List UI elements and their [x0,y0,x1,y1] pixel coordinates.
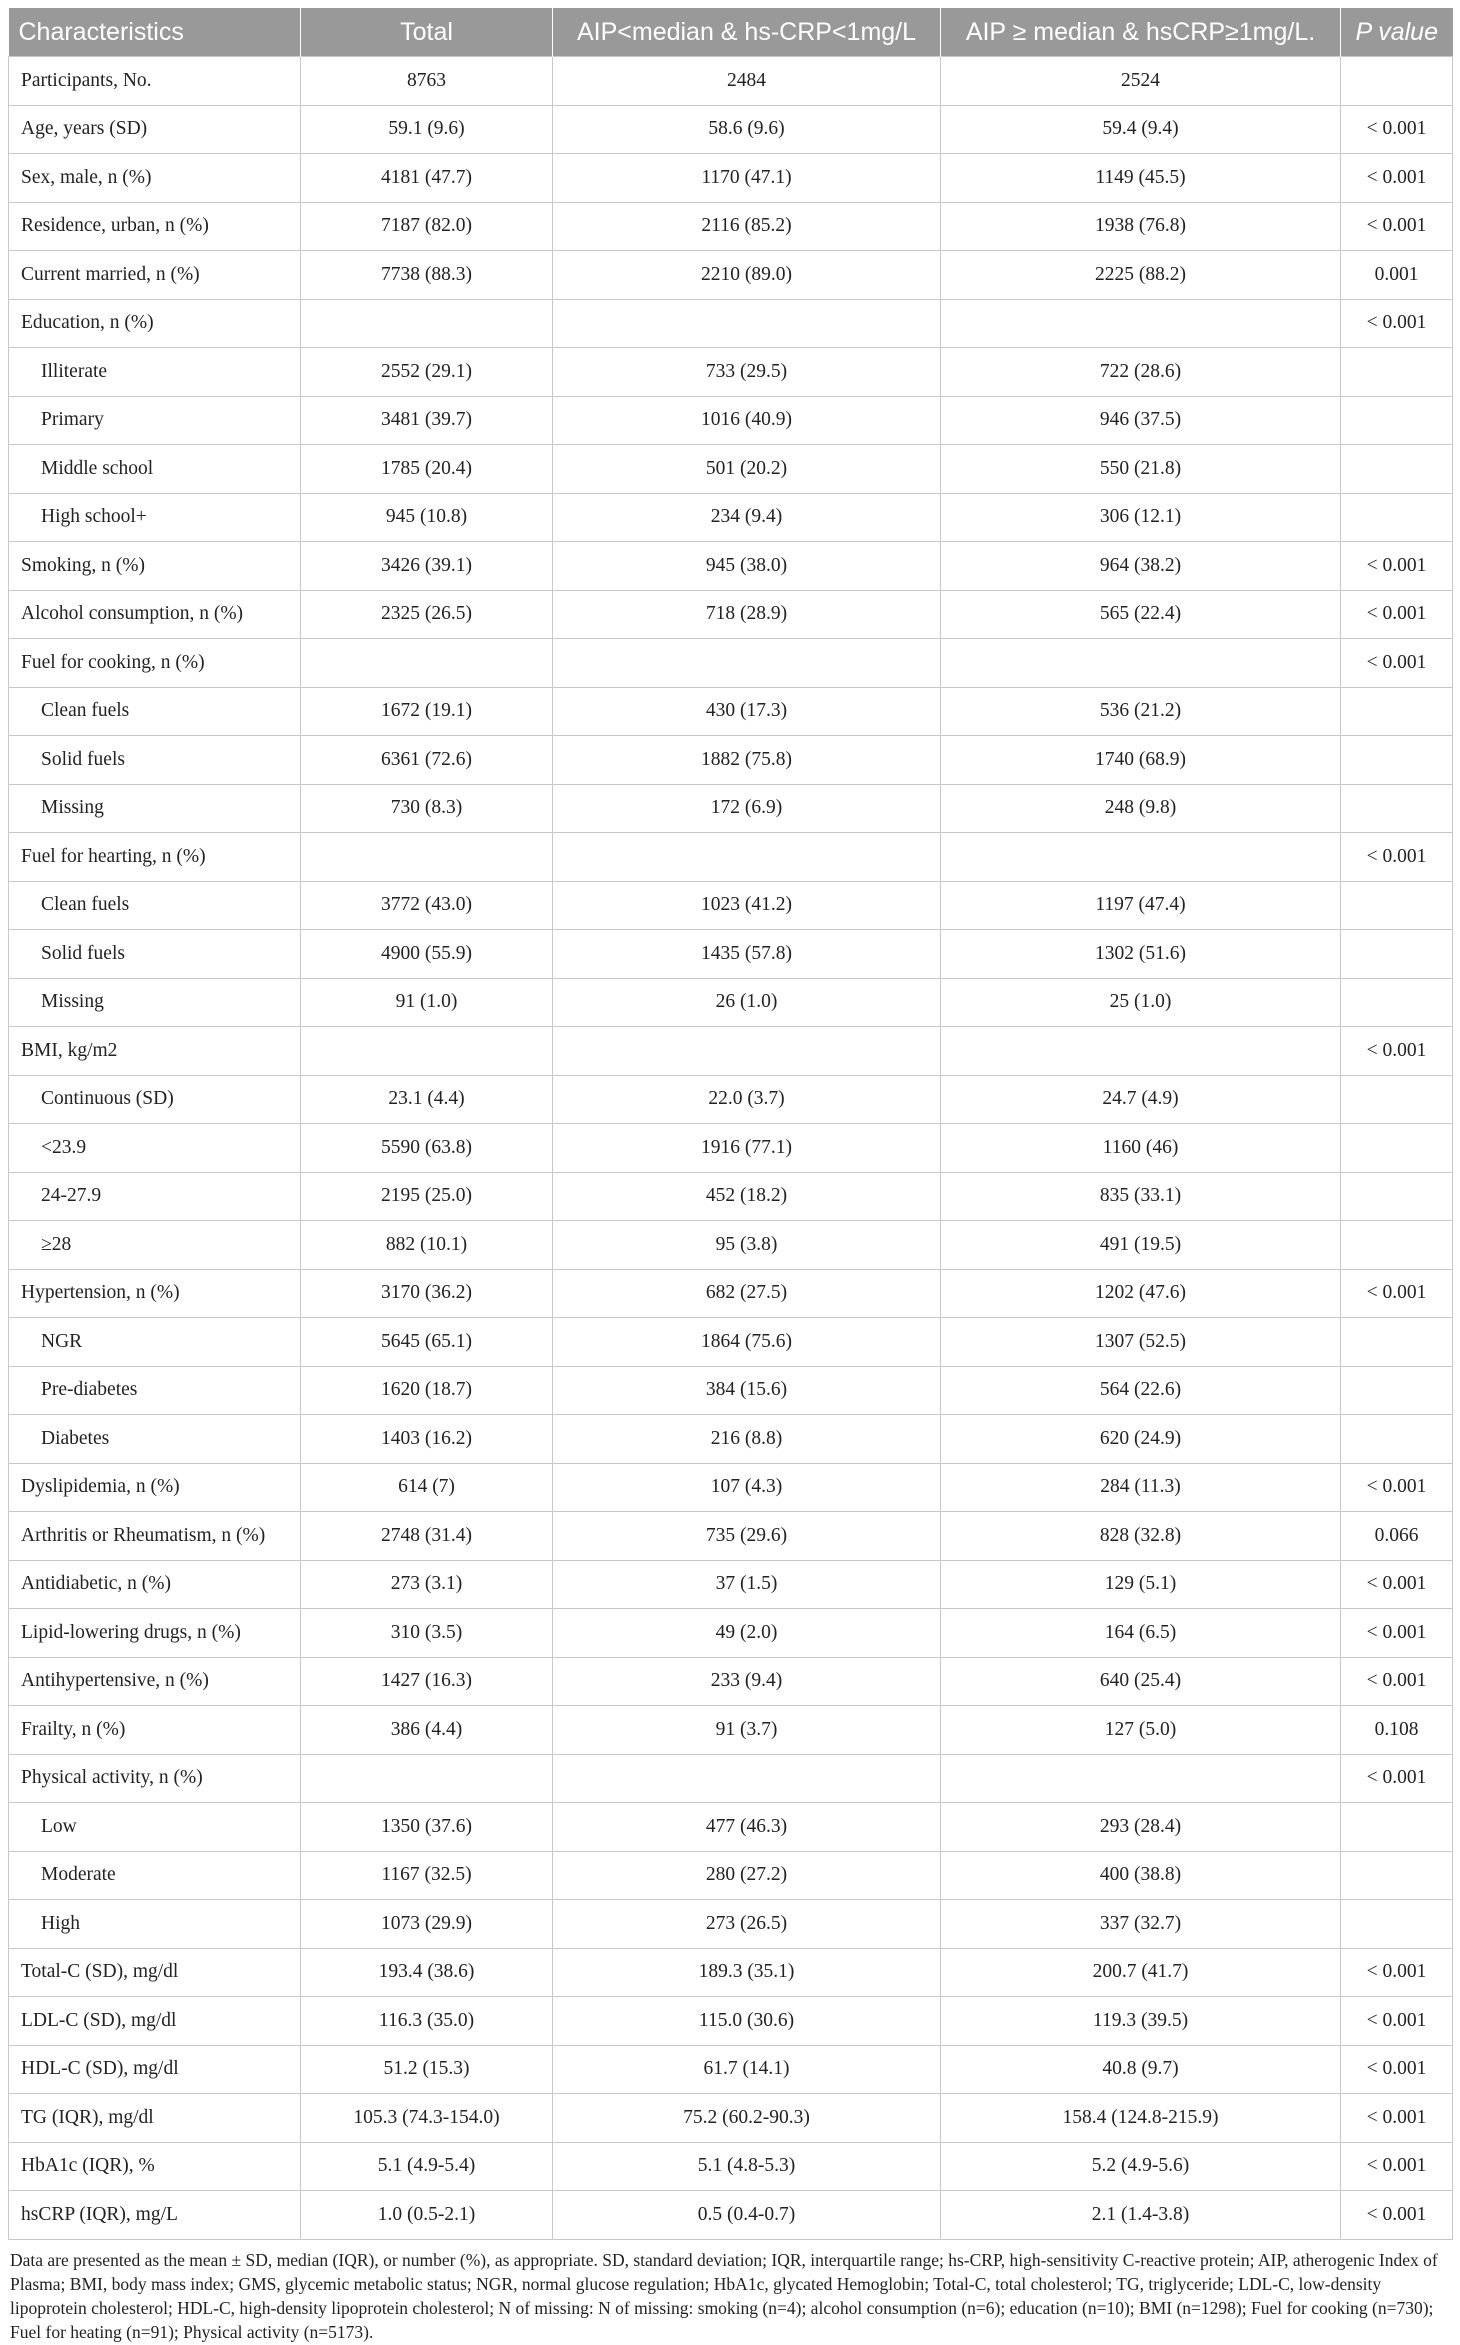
low-group-cell: 1016 (40.9) [553,396,941,445]
low-group-cell [553,299,941,348]
p-value-cell [1341,784,1453,833]
table-row [9,590,1453,639]
high-group-cell [941,833,1341,882]
row-label-cell: Moderate [9,1851,301,1900]
high-group-cell: 2.1 (1.4-3.8) [941,2191,1341,2240]
row-label-cell: Pre-diabetes [9,1366,301,1415]
low-group-cell: 0.5 (0.4-0.7) [553,2191,941,2240]
high-group-cell: 722 (28.6) [941,348,1341,397]
low-group-cell: 37 (1.5) [553,1560,941,1609]
table-row [9,1415,1453,1464]
high-group-cell: 1938 (76.8) [941,202,1341,251]
row-label-cell: Antihypertensive, n (%) [9,1657,301,1706]
p-value-cell [1341,348,1453,397]
table-row [9,2142,1453,2191]
row-label-cell: Arthritis or Rheumatism, n (%) [9,1512,301,1561]
table-row [9,105,1453,154]
row-label-cell: Fuel for cooking, n (%) [9,639,301,688]
low-group-cell: 172 (6.9) [553,784,941,833]
table-body [9,57,1453,2240]
low-group-cell: 1170 (47.1) [553,154,941,203]
table-row [9,687,1453,736]
row-label-cell: High [9,1900,301,1949]
total-cell: 3426 (39.1) [301,542,553,591]
low-group-cell: 75.2 (60.2-90.3) [553,2094,941,2143]
p-value-cell [1341,445,1453,494]
total-cell: 105.3 (74.3-154.0) [301,2094,553,2143]
low-group-cell [553,1754,941,1803]
header-p-value-text: P value [1355,17,1438,46]
low-group-cell: 945 (38.0) [553,542,941,591]
row-label-cell: Smoking, n (%) [9,542,301,591]
high-group-cell: 491 (19.5) [941,1221,1341,1270]
table-row [9,1075,1453,1124]
total-cell: 1620 (18.7) [301,1366,553,1415]
total-cell: 386 (4.4) [301,1706,553,1755]
header-characteristics: Characteristics [9,8,301,57]
p-value-cell: < 0.001 [1341,1657,1453,1706]
total-cell: 273 (3.1) [301,1560,553,1609]
high-group-cell: 1307 (52.5) [941,1318,1341,1367]
low-group-cell [553,833,941,882]
table-row [9,978,1453,1027]
high-group-cell: 1149 (45.5) [941,154,1341,203]
high-group-cell: 200.7 (41.7) [941,1948,1341,1997]
low-group-cell: 735 (29.6) [553,1512,941,1561]
table-row [9,251,1453,300]
header-total: Total [301,8,553,57]
p-value-cell: < 0.001 [1341,1754,1453,1803]
p-value-cell [1341,1366,1453,1415]
table-row [9,1463,1453,1512]
table-row [9,1124,1453,1173]
total-cell: 3170 (36.2) [301,1269,553,1318]
low-group-cell: 233 (9.4) [553,1657,941,1706]
low-group-cell: 5.1 (4.8-5.3) [553,2142,941,2191]
table-row [9,1948,1453,1997]
total-cell: 1.0 (0.5-2.1) [301,2191,553,2240]
table-row [9,493,1453,542]
high-group-cell: 24.7 (4.9) [941,1075,1341,1124]
total-cell: 5.1 (4.9-5.4) [301,2142,553,2191]
table-row [9,202,1453,251]
table-row [9,1609,1453,1658]
total-cell [301,1754,553,1803]
total-cell [301,833,553,882]
total-cell: 4181 (47.7) [301,154,553,203]
total-cell [301,299,553,348]
table-row [9,57,1453,106]
low-group-cell: 22.0 (3.7) [553,1075,941,1124]
table-row [9,1512,1453,1561]
total-cell: 7187 (82.0) [301,202,553,251]
row-label-cell: Current married, n (%) [9,251,301,300]
high-group-cell [941,1754,1341,1803]
high-group-cell: 40.8 (9.7) [941,2045,1341,2094]
high-group-cell [941,299,1341,348]
p-value-cell: 0.108 [1341,1706,1453,1755]
row-label-cell: HDL-C (SD), mg/dl [9,2045,301,2094]
table-row [9,1221,1453,1270]
total-cell: 8763 [301,57,553,106]
row-label-cell: Clean fuels [9,881,301,930]
low-group-cell: 115.0 (30.6) [553,1997,941,2046]
high-group-cell [941,639,1341,688]
p-value-cell: < 0.001 [1341,1027,1453,1076]
high-group-cell: 59.4 (9.4) [941,105,1341,154]
low-group-cell: 1864 (75.6) [553,1318,941,1367]
row-label-cell: Missing [9,978,301,1027]
high-group-cell: 640 (25.4) [941,1657,1341,1706]
low-group-cell [553,639,941,688]
p-value-cell [1341,1415,1453,1464]
p-value-cell: < 0.001 [1341,1609,1453,1658]
p-value-cell [1341,493,1453,542]
low-group-cell [553,1027,941,1076]
low-group-cell: 384 (15.6) [553,1366,941,1415]
p-value-cell: < 0.001 [1341,1948,1453,1997]
p-value-cell: < 0.001 [1341,1997,1453,2046]
total-cell: 1167 (32.5) [301,1851,553,1900]
total-cell: 4900 (55.9) [301,930,553,979]
p-value-cell: < 0.001 [1341,299,1453,348]
row-label-cell: Alcohol consumption, n (%) [9,590,301,639]
p-value-cell [1341,736,1453,785]
total-cell: 2552 (29.1) [301,348,553,397]
high-group-cell: 536 (21.2) [941,687,1341,736]
document [8,8,1452,2344]
table-row [9,542,1453,591]
total-cell [301,639,553,688]
row-label-cell: Missing [9,784,301,833]
header-row [9,8,1453,57]
low-group-cell: 2484 [553,57,941,106]
p-value-cell: 0.066 [1341,1512,1453,1561]
row-label-cell: Participants, No. [9,57,301,106]
header-low-group: AIP<median & hs-CRP<1mg/L [553,8,941,57]
row-label-cell: ≥28 [9,1221,301,1270]
total-cell: 614 (7) [301,1463,553,1512]
low-group-cell: 107 (4.3) [553,1463,941,1512]
table-row [9,1366,1453,1415]
total-cell: 1403 (16.2) [301,1415,553,1464]
row-label-cell: BMI, kg/m2 [9,1027,301,1076]
p-value-cell: < 0.001 [1341,2191,1453,2240]
table-row [9,2094,1453,2143]
table-row [9,1706,1453,1755]
total-cell: 1672 (19.1) [301,687,553,736]
total-cell: 945 (10.8) [301,493,553,542]
low-group-cell: 234 (9.4) [553,493,941,542]
total-cell: 2325 (26.5) [301,590,553,639]
high-group-cell: 5.2 (4.9-5.6) [941,2142,1341,2191]
row-label-cell: HbA1c (IQR), % [9,2142,301,2191]
table-row [9,784,1453,833]
total-cell: 3481 (39.7) [301,396,553,445]
row-label-cell: <23.9 [9,1124,301,1173]
row-label-cell: Primary [9,396,301,445]
high-group-cell: 565 (22.4) [941,590,1341,639]
table-row [9,445,1453,494]
total-cell: 91 (1.0) [301,978,553,1027]
table-row [9,930,1453,979]
p-value-cell [1341,687,1453,736]
row-label-cell: Age, years (SD) [9,105,301,154]
table-row [9,1318,1453,1367]
high-group-cell: 1302 (51.6) [941,930,1341,979]
row-label-cell: Lipid-lowering drugs, n (%) [9,1609,301,1658]
low-group-cell: 1435 (57.8) [553,930,941,979]
low-group-cell: 91 (3.7) [553,1706,941,1755]
low-group-cell: 733 (29.5) [553,348,941,397]
total-cell: 51.2 (15.3) [301,2045,553,2094]
total-cell: 1073 (29.9) [301,1900,553,1949]
row-label-cell: High school+ [9,493,301,542]
p-value-cell: < 0.001 [1341,1463,1453,1512]
row-label-cell: Clean fuels [9,687,301,736]
total-cell: 5590 (63.8) [301,1124,553,1173]
p-value-cell [1341,930,1453,979]
high-group-cell: 1197 (47.4) [941,881,1341,930]
row-label-cell: 24-27.9 [9,1172,301,1221]
p-value-cell: 0.001 [1341,251,1453,300]
row-label-cell: Antidiabetic, n (%) [9,1560,301,1609]
row-label-cell: Education, n (%) [9,299,301,348]
row-label-cell: Total-C (SD), mg/dl [9,1948,301,1997]
p-value-cell: < 0.001 [1341,154,1453,203]
table-row [9,1803,1453,1852]
low-group-cell: 430 (17.3) [553,687,941,736]
high-group-cell: 158.4 (124.8-215.9) [941,2094,1341,2143]
row-label-cell: Dyslipidemia, n (%) [9,1463,301,1512]
low-group-cell: 95 (3.8) [553,1221,941,1270]
row-label-cell: Low [9,1803,301,1852]
high-group-cell: 1160 (46) [941,1124,1341,1173]
high-group-cell: 293 (28.4) [941,1803,1341,1852]
p-value-cell: < 0.001 [1341,590,1453,639]
high-group-cell: 164 (6.5) [941,1609,1341,1658]
table-row [9,299,1453,348]
header-high-group: AIP ≥ median & hsCRP≥1mg/L. [941,8,1341,57]
total-cell: 1427 (16.3) [301,1657,553,1706]
table-row [9,1900,1453,1949]
low-group-cell: 61.7 (14.1) [553,2045,941,2094]
low-group-cell: 501 (20.2) [553,445,941,494]
total-cell: 2748 (31.4) [301,1512,553,1561]
low-group-cell: 452 (18.2) [553,1172,941,1221]
row-label-cell: Residence, urban, n (%) [9,202,301,251]
high-group-cell: 248 (9.8) [941,784,1341,833]
low-group-cell: 49 (2.0) [553,1609,941,1658]
high-group-cell: 25 (1.0) [941,978,1341,1027]
table-row [9,348,1453,397]
p-value-cell [1341,1851,1453,1900]
total-cell: 6361 (72.6) [301,736,553,785]
p-value-cell [1341,1900,1453,1949]
low-group-cell: 26 (1.0) [553,978,941,1027]
total-cell: 1350 (37.6) [301,1803,553,1852]
table-row [9,1754,1453,1803]
low-group-cell: 1023 (41.2) [553,881,941,930]
p-value-cell: < 0.001 [1341,202,1453,251]
total-cell: 3772 (43.0) [301,881,553,930]
p-value-cell: < 0.001 [1341,542,1453,591]
low-group-cell: 2116 (85.2) [553,202,941,251]
high-group-cell: 337 (32.7) [941,1900,1341,1949]
total-cell: 116.3 (35.0) [301,1997,553,2046]
table-row [9,2191,1453,2240]
total-cell: 5645 (65.1) [301,1318,553,1367]
high-group-cell: 1202 (47.6) [941,1269,1341,1318]
p-value-cell: < 0.001 [1341,2045,1453,2094]
total-cell: 59.1 (9.6) [301,105,553,154]
row-label-cell: Solid fuels [9,736,301,785]
low-group-cell: 1916 (77.1) [553,1124,941,1173]
table-row [9,1657,1453,1706]
p-value-cell [1341,978,1453,1027]
row-label-cell: Solid fuels [9,930,301,979]
high-group-cell: 119.3 (39.5) [941,1997,1341,2046]
row-label-cell: Diabetes [9,1415,301,1464]
p-value-cell [1341,1124,1453,1173]
total-cell: 2195 (25.0) [301,1172,553,1221]
total-cell: 730 (8.3) [301,784,553,833]
row-label-cell: LDL-C (SD), mg/dl [9,1997,301,2046]
high-group-cell: 400 (38.8) [941,1851,1341,1900]
low-group-cell: 682 (27.5) [553,1269,941,1318]
p-value-cell [1341,1221,1453,1270]
p-value-cell [1341,57,1453,106]
row-label-cell: Physical activity, n (%) [9,1754,301,1803]
low-group-cell: 189.3 (35.1) [553,1948,941,1997]
table-row [9,881,1453,930]
p-value-cell [1341,1172,1453,1221]
row-label-cell: TG (IQR), mg/dl [9,2094,301,2143]
high-group-cell: 127 (5.0) [941,1706,1341,1755]
high-group-cell: 620 (24.9) [941,1415,1341,1464]
table-row [9,2045,1453,2094]
total-cell: 193.4 (38.6) [301,1948,553,1997]
table-row [9,1560,1453,1609]
high-group-cell: 306 (12.1) [941,493,1341,542]
row-label-cell: NGR [9,1318,301,1367]
p-value-cell: < 0.001 [1341,1269,1453,1318]
row-label-cell: Middle school [9,445,301,494]
total-cell: 1785 (20.4) [301,445,553,494]
total-cell: 882 (10.1) [301,1221,553,1270]
low-group-cell: 477 (46.3) [553,1803,941,1852]
high-group-cell: 946 (37.5) [941,396,1341,445]
p-value-cell: < 0.001 [1341,105,1453,154]
low-group-cell: 718 (28.9) [553,590,941,639]
p-value-cell: < 0.001 [1341,639,1453,688]
characteristics-table [8,8,1453,2240]
high-group-cell: 2524 [941,57,1341,106]
p-value-cell: < 0.001 [1341,2142,1453,2191]
row-label-cell: Continuous (SD) [9,1075,301,1124]
low-group-cell: 216 (8.8) [553,1415,941,1464]
high-group-cell: 284 (11.3) [941,1463,1341,1512]
total-cell: 23.1 (4.4) [301,1075,553,1124]
table-row [9,639,1453,688]
low-group-cell: 273 (26.5) [553,1900,941,1949]
table-row [9,1997,1453,2046]
table-row [9,1851,1453,1900]
total-cell: 7738 (88.3) [301,251,553,300]
p-value-cell [1341,396,1453,445]
table-row [9,1269,1453,1318]
high-group-cell: 1740 (68.9) [941,736,1341,785]
low-group-cell: 58.6 (9.6) [553,105,941,154]
p-value-cell: < 0.001 [1341,2094,1453,2143]
row-label-cell: Sex, male, n (%) [9,154,301,203]
table-footnote: Data are presented as the mean ± SD, median (IQR), or number (%), as appropriate. SD, standard deviation; IQR, interquartile range; hs-CRP, high-sensitivity C-reactive protein; AIP, atherogenic Index of Plasma; BMI, body mass index; GMS, glycemic metabolic status; NGR, normal glucose regulation; HbA1c, glycated Hemoglobin; Total-C, total cholesterol; TG, triglyceride; LDL-C, low-density lipoprotein cholesterol; HDL-C, high-density lipoprotein cholesterol; N of missing: N of missing: smoking (n=4); alcohol consumption (n=6); education (n=10); BMI (n=1298); Fuel for cooking (n=730); Fuel for heating (n=91); Physical activity (n=5173). [10,2249,1438,2342]
p-value-cell: < 0.001 [1341,833,1453,882]
p-value-cell [1341,881,1453,930]
low-group-cell: 1882 (75.8) [553,736,941,785]
high-group-cell: 835 (33.1) [941,1172,1341,1221]
row-label-cell: Illiterate [9,348,301,397]
high-group-cell: 129 (5.1) [941,1560,1341,1609]
total-cell: 310 (3.5) [301,1609,553,1658]
table-row [9,736,1453,785]
high-group-cell: 2225 (88.2) [941,251,1341,300]
table-row [9,396,1453,445]
p-value-cell: < 0.001 [1341,1560,1453,1609]
row-label-cell: Hypertension, n (%) [9,1269,301,1318]
header-p-value [1341,8,1453,57]
p-value-cell [1341,1318,1453,1367]
high-group-cell: 550 (21.8) [941,445,1341,494]
high-group-cell [941,1027,1341,1076]
table-row [9,833,1453,882]
table-row [9,1172,1453,1221]
high-group-cell: 564 (22.6) [941,1366,1341,1415]
p-value-cell [1341,1075,1453,1124]
table-header [9,8,1453,57]
high-group-cell: 828 (32.8) [941,1512,1341,1561]
row-label-cell: hsCRP (IQR), mg/L [9,2191,301,2240]
high-group-cell: 964 (38.2) [941,542,1341,591]
row-label-cell: Fuel for hearting, n (%) [9,833,301,882]
row-label-cell: Frailty, n (%) [9,1706,301,1755]
p-value-cell [1341,1803,1453,1852]
low-group-cell: 280 (27.2) [553,1851,941,1900]
total-cell [301,1027,553,1076]
table-row [9,154,1453,203]
table-row [9,1027,1453,1076]
low-group-cell: 2210 (89.0) [553,251,941,300]
